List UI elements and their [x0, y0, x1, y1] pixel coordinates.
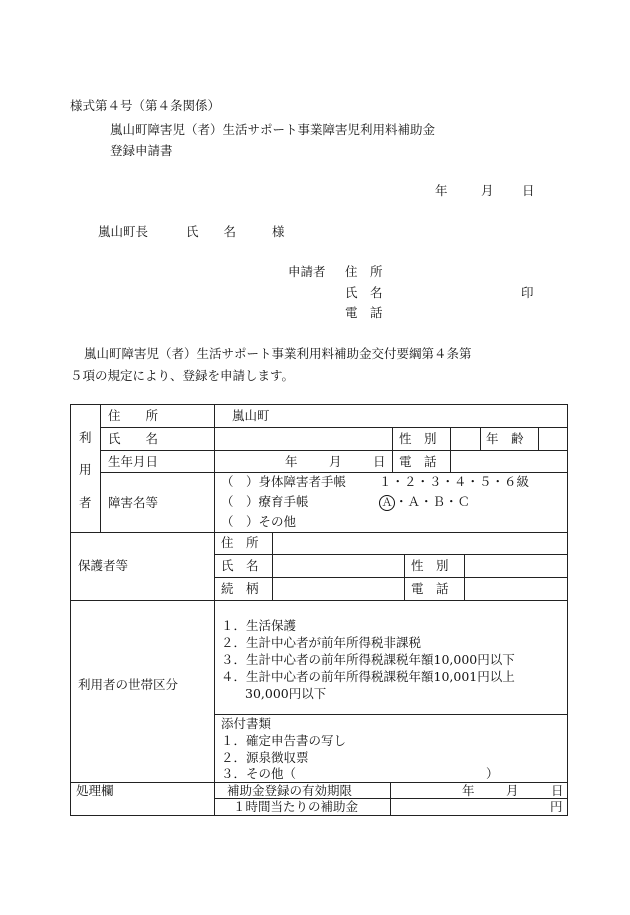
- row-line: [214, 577, 568, 578]
- table-border: [567, 404, 568, 816]
- disability-opt2-grades: [379, 494, 470, 511]
- row-line: [100, 450, 568, 451]
- date-year: 年: [435, 183, 448, 198]
- col-line: [390, 782, 391, 816]
- user-address-value: 嵐山町: [232, 408, 270, 423]
- processing-label: 処理欄: [76, 783, 114, 798]
- table-border: [70, 404, 71, 816]
- guardian-sex-label: 性 別: [411, 558, 449, 573]
- household-opt3: ３．生計中心者の前年所得税課税年額10,000円以下: [221, 652, 515, 667]
- disability-opt3: （ ）その他: [221, 514, 297, 529]
- row-line: [70, 600, 568, 601]
- addressee: 嵐山町長: [98, 224, 149, 239]
- date-day: 日: [522, 183, 535, 198]
- table-border: [70, 404, 568, 405]
- col-line: [272, 532, 273, 600]
- addressee-name: 氏 名: [186, 224, 237, 239]
- col-line: [100, 404, 101, 532]
- user-birth-label: 生年月日: [108, 454, 159, 469]
- user-section-char: 利: [79, 430, 92, 445]
- applicant-name: 氏 名: [345, 285, 383, 300]
- form-title-line2: 登録申請書: [110, 143, 173, 158]
- attach-1: １．確定申告書の写し: [221, 733, 347, 748]
- guardian-address-label: 住 所: [221, 535, 259, 550]
- body-line2: ５項の規定により、登録を申請します。: [70, 368, 295, 383]
- row-line: [100, 472, 568, 473]
- user-section-char: 者: [79, 495, 92, 510]
- validity-month: 月: [506, 783, 519, 798]
- col-line: [464, 554, 465, 600]
- col-line: [392, 427, 393, 472]
- date-month: 月: [481, 183, 494, 198]
- user-address-label: 住 所: [108, 408, 159, 423]
- applicant-seal: 印: [521, 285, 534, 300]
- guardian-label: 保護者等: [78, 558, 129, 573]
- col-line: [214, 404, 215, 816]
- user-birth-year: 年: [285, 454, 298, 469]
- user-name-label: 氏 名: [108, 431, 159, 446]
- circled-grade-a: Ａ: [379, 495, 395, 511]
- validity-year: 年: [462, 783, 475, 798]
- household-opt2: ２．生計中心者が前年所得税非課税: [221, 635, 422, 650]
- user-birth-month: 月: [329, 454, 342, 469]
- attach-title: 添付書類: [221, 716, 272, 731]
- addressee-honorific: 様: [272, 224, 285, 239]
- col-line: [450, 427, 451, 472]
- disability-opt2-rest: ・Ａ・Ｂ・Ｃ: [395, 494, 471, 509]
- row-line: [214, 714, 568, 715]
- guardian-relation-label: 続 柄: [221, 581, 259, 596]
- row-line: [214, 554, 568, 555]
- form-title-line1: 嵐山町障害児（者）生活サポート事業障害児利用料補助金: [110, 122, 436, 137]
- household-opt4a: ４．生計中心者の前年所得税課税年額10,001円以上: [221, 669, 515, 684]
- disability-opt1: （ ）身体障害者手帳: [221, 474, 347, 489]
- user-section-char: 用: [79, 462, 92, 477]
- disability-label: 障害名等: [108, 495, 159, 510]
- attach-2: ２．源泉徴収票: [221, 750, 309, 765]
- applicant-address: 住 所: [345, 264, 383, 279]
- validity-day: 日: [551, 783, 564, 798]
- user-phone-label: 電 話: [399, 454, 437, 469]
- col-line: [538, 427, 539, 450]
- form-number: 様式第４号（第４条関係）: [70, 98, 221, 113]
- applicant-label: 申請者: [288, 264, 326, 279]
- table-border: [70, 815, 568, 816]
- col-line: [404, 554, 405, 600]
- hourly-label: １時間当たりの補助金: [233, 799, 359, 814]
- body-line1: 嵐山町障害児（者）生活サポート事業利用料補助金交付要綱第４条第: [84, 346, 472, 361]
- user-sex-label: 性 別: [399, 431, 437, 446]
- household-label: 利用者の世帯区分: [78, 677, 179, 692]
- disability-opt2: （ ）療育手帳: [221, 494, 309, 509]
- attach-3: ３．その他（: [221, 766, 297, 781]
- attach-3-close: ）: [486, 766, 499, 781]
- disability-opt1-grades: １・２・３・４・５・６級: [379, 474, 530, 489]
- applicant-phone: 電 話: [345, 305, 383, 320]
- household-opt1: １．生活保護: [221, 618, 297, 633]
- registration-table: [70, 404, 568, 816]
- guardian-name-label: 氏 名: [221, 558, 259, 573]
- validity-label: 補助金登録の有効期限: [227, 783, 353, 798]
- row-line: [70, 532, 568, 533]
- household-opt4b: 30,000円以下: [245, 686, 327, 701]
- hourly-unit: 円: [550, 799, 563, 814]
- col-line: [480, 427, 481, 450]
- guardian-phone-label: 電 話: [411, 581, 449, 596]
- row-line: [100, 427, 568, 428]
- user-birth-day: 日: [373, 454, 386, 469]
- user-age-label: 年 齢: [486, 431, 524, 446]
